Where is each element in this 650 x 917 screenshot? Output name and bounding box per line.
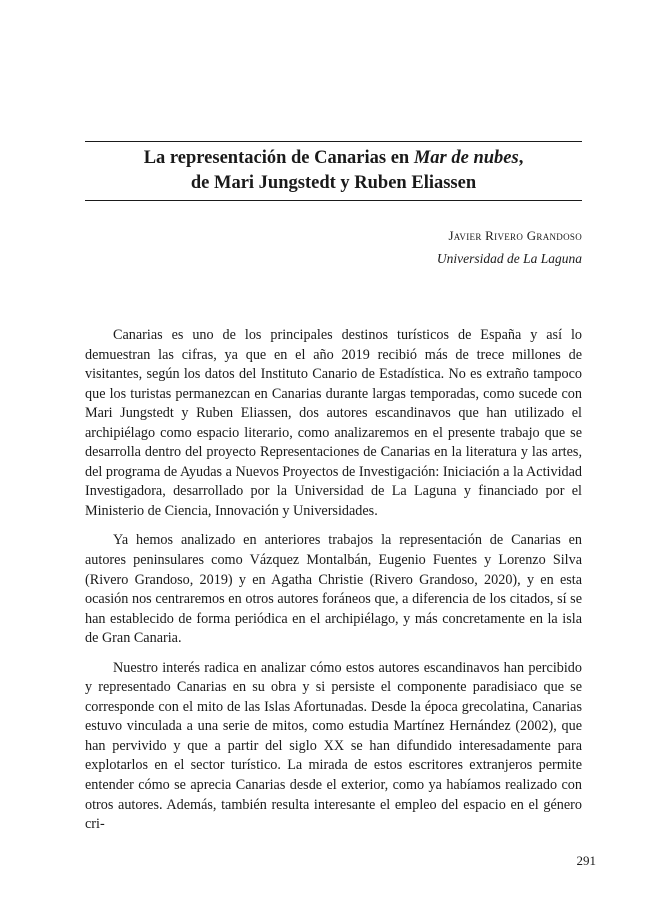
title-text: La representación de Canarias en — [143, 148, 414, 168]
paragraph: Ya hemos analizado en anteriores trabajos la representación de Canarias en autores peninsulares como Vázquez Montalbán, Eugenio Fuentes y Lorenzo Silva (Rivero Grandoso, 2019) y en Agatha Christie (Rivero Grandoso, 2020), y en esta ocasión nos centraremos en otros autores foráneos que, a diferencia de los citados, sí se han establecido de forma periódica en el archipiélago, y más concretamente en la isla de Gran Canaria. — [85, 532, 582, 647]
article-body — [85, 326, 582, 835]
title-line2: de Mari Jungstedt y Ruben Eliassen — [190, 173, 477, 193]
title-bottom-rule — [85, 200, 582, 201]
paragraph: Canarias es uno de los principales destinos turísticos de España y así lo demuestran las cifras, ya que en el año 2019 recibió más de trece millones de visitantes, según los datos del Instituto Canario de Estadística. No es extraño tampoco que los turistas permanezcan en Canarias durante largas temporadas, como sucede con Mari Jungstedt y Ruben Eliassen, dos autores escandinavos que han utilizado el archipiélago como espacio literario, como analizaremos en el presente trabajo que se desarrolla dentro del proyecto Representaciones de Canarias en la literatura y las artes, del programa de Ayudas a Nuevos Proyectos de Investigación: Iniciación a la Actividad Investigadora, desarrollado por la Universidad de La Laguna y financiado por el Ministerio de Ciencia, Innovación y Universidades. — [85, 327, 582, 519]
title-comma: , — [518, 148, 524, 168]
title-italic-work: Mar de nubes — [413, 148, 519, 168]
article-title — [85, 146, 582, 196]
author-name: Javier Rivero Grandoso — [448, 228, 582, 243]
paragraph: Nuestro interés radica en analizar cómo estos autores escandinavos han percibido y representado Canarias en su obra y si persiste el componente paradisiaco que se corresponde con el mito de las Islas Afortunadas. Desde la época grecolatina, Canarias estuvo vinculada a una serie de mitos, como estudia Martínez Hernández (2002), que han pervivido y que a partir del siglo XX se han difundido interesadamente para explotarlos en el sector turístico. La mirada de estos escritores extranjeros permite entender cómo se aprecia Canarias desde el exterior, como ya habíamos realizado con otros autores. Además, también resulta interesante el empleo del espacio en el género cri- — [85, 659, 582, 833]
author-affiliation: Universidad de La Laguna — [436, 251, 582, 266]
page-number: 291 — [576, 853, 596, 868]
title-top-rule — [85, 141, 582, 142]
